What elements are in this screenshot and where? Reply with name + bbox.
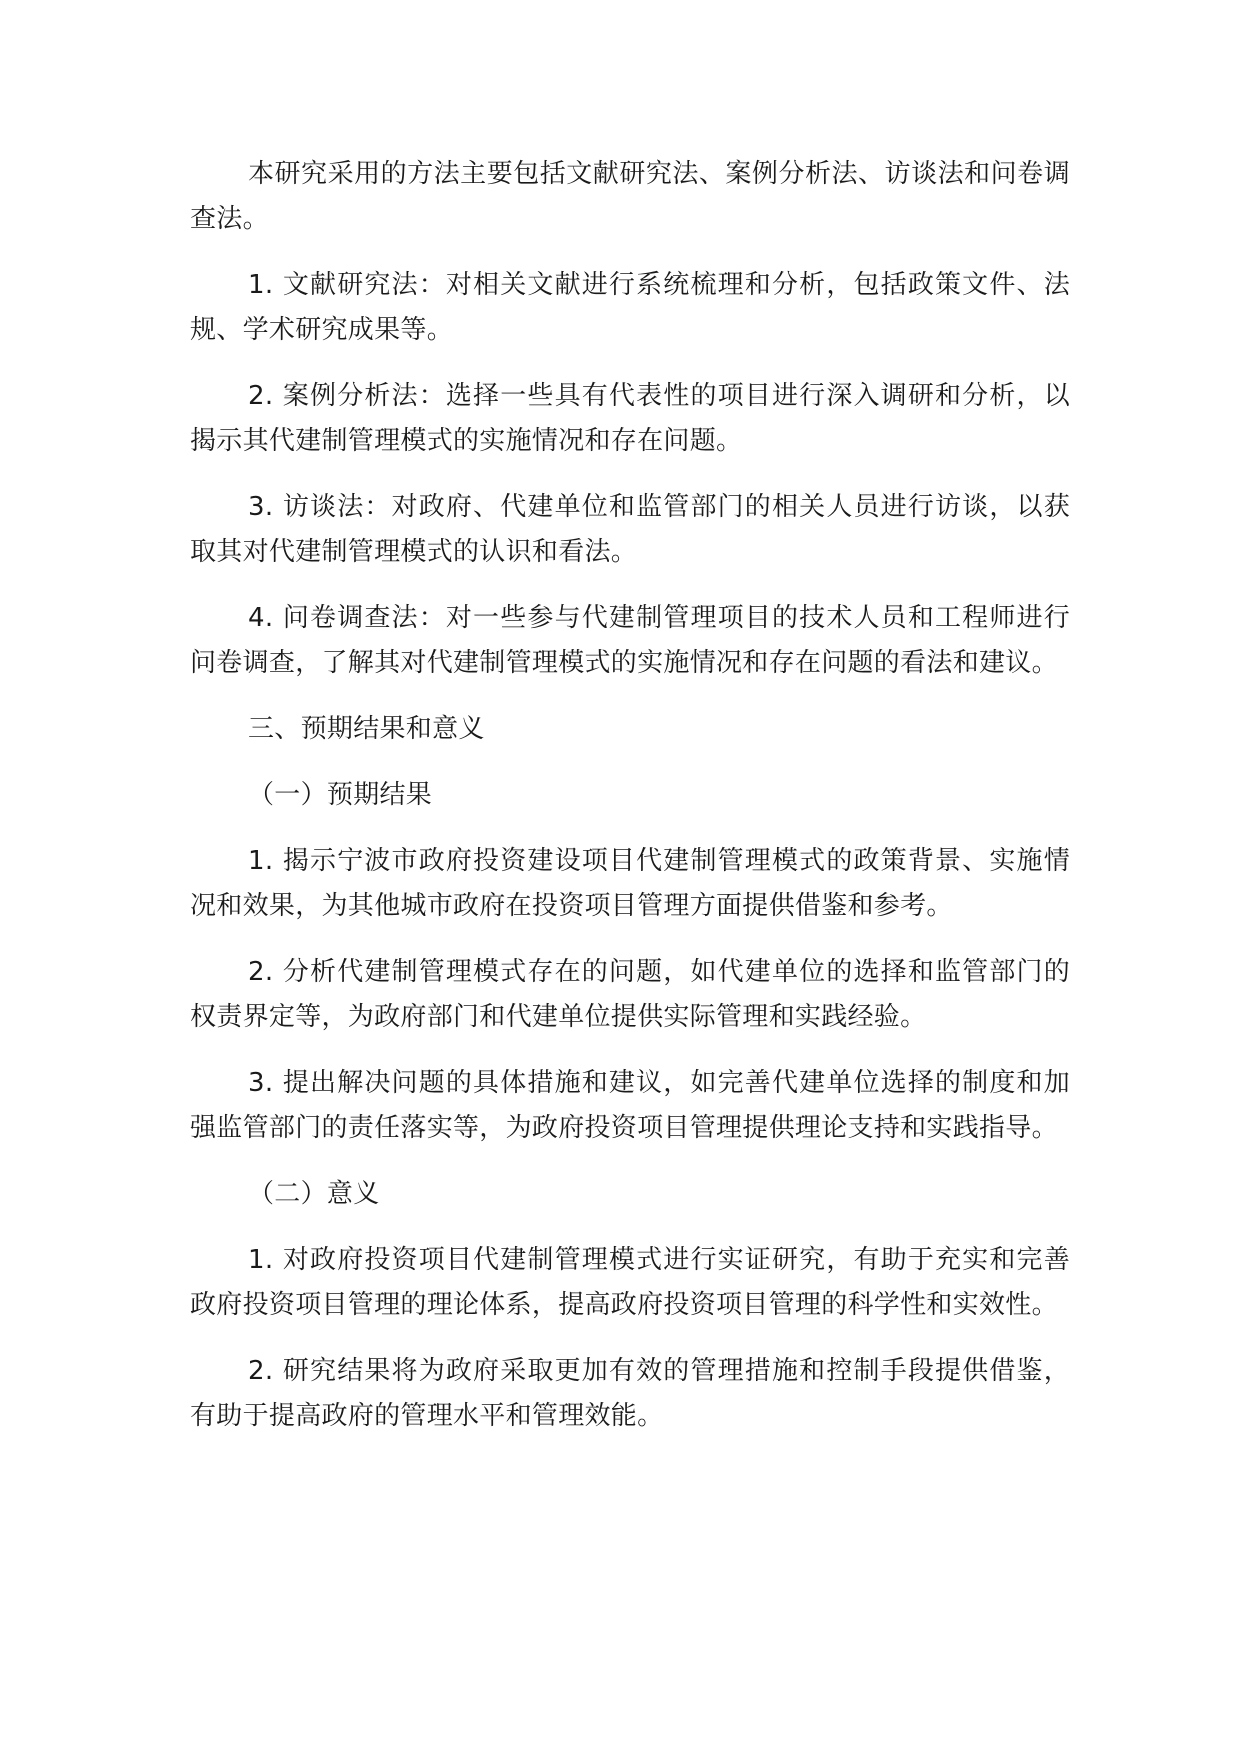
section-heading-expected-results: 三、预期结果和意义: [248, 714, 485, 744]
paragraph-method-questionnaire: 4. 问卷调查法：对一些参与代建制管理项目的技术人员和工程师进行问卷调查，了解其对代建制管理模式的实施情况和存在问题的看法和建议。: [190, 603, 1070, 678]
document-body: [190, 152, 1070, 1460]
paragraph-significance-2: 2. 研究结果将为政府采取更加有效的管理措施和控制手段提供借鉴，有助于提高政府的管理水平和管理效能。: [190, 1356, 1070, 1431]
subsection-heading-expected-results: （一）预期结果: [248, 780, 433, 810]
paragraph-result-2: 2. 分析代建制管理模式存在的问题，如代建单位的选择和监管部门的权责界定等，为政府部门和代建单位提供实际管理和实践经验。: [190, 957, 1070, 1032]
paragraph-significance-1: 1. 对政府投资项目代建制管理模式进行实证研究，有助于充实和完善政府投资项目管理的理论体系，提高政府投资项目管理的科学性和实效性。: [190, 1245, 1070, 1320]
paragraph-method-interview: 3. 访谈法：对政府、代建单位和监管部门的相关人员进行访谈，以获取其对代建制管理模式的认识和看法。: [190, 492, 1070, 567]
paragraph-methods-intro: 本研究采用的方法主要包括文献研究法、案例分析法、访谈法和问卷调查法。: [190, 159, 1070, 234]
paragraph-method-case-study: 2. 案例分析法：选择一些具有代表性的项目进行深入调研和分析，以揭示其代建制管理模式的实施情况和存在问题。: [190, 381, 1070, 456]
paragraph-result-1: 1. 揭示宁波市政府投资建设项目代建制管理模式的政策背景、实施情况和效果，为其他城市政府在投资项目管理方面提供借鉴和参考。: [190, 846, 1070, 921]
paragraph-result-3: 3. 提出解决问题的具体措施和建议，如完善代建单位选择的制度和加强监管部门的责任落实等，为政府投资项目管理提供理论支持和实践指导。: [190, 1068, 1070, 1143]
subsection-heading-significance: （二）意义: [248, 1179, 380, 1209]
paragraph-method-literature: 1. 文献研究法：对相关文献进行系统梳理和分析，包括政策文件、法规、学术研究成果等。: [190, 270, 1070, 345]
